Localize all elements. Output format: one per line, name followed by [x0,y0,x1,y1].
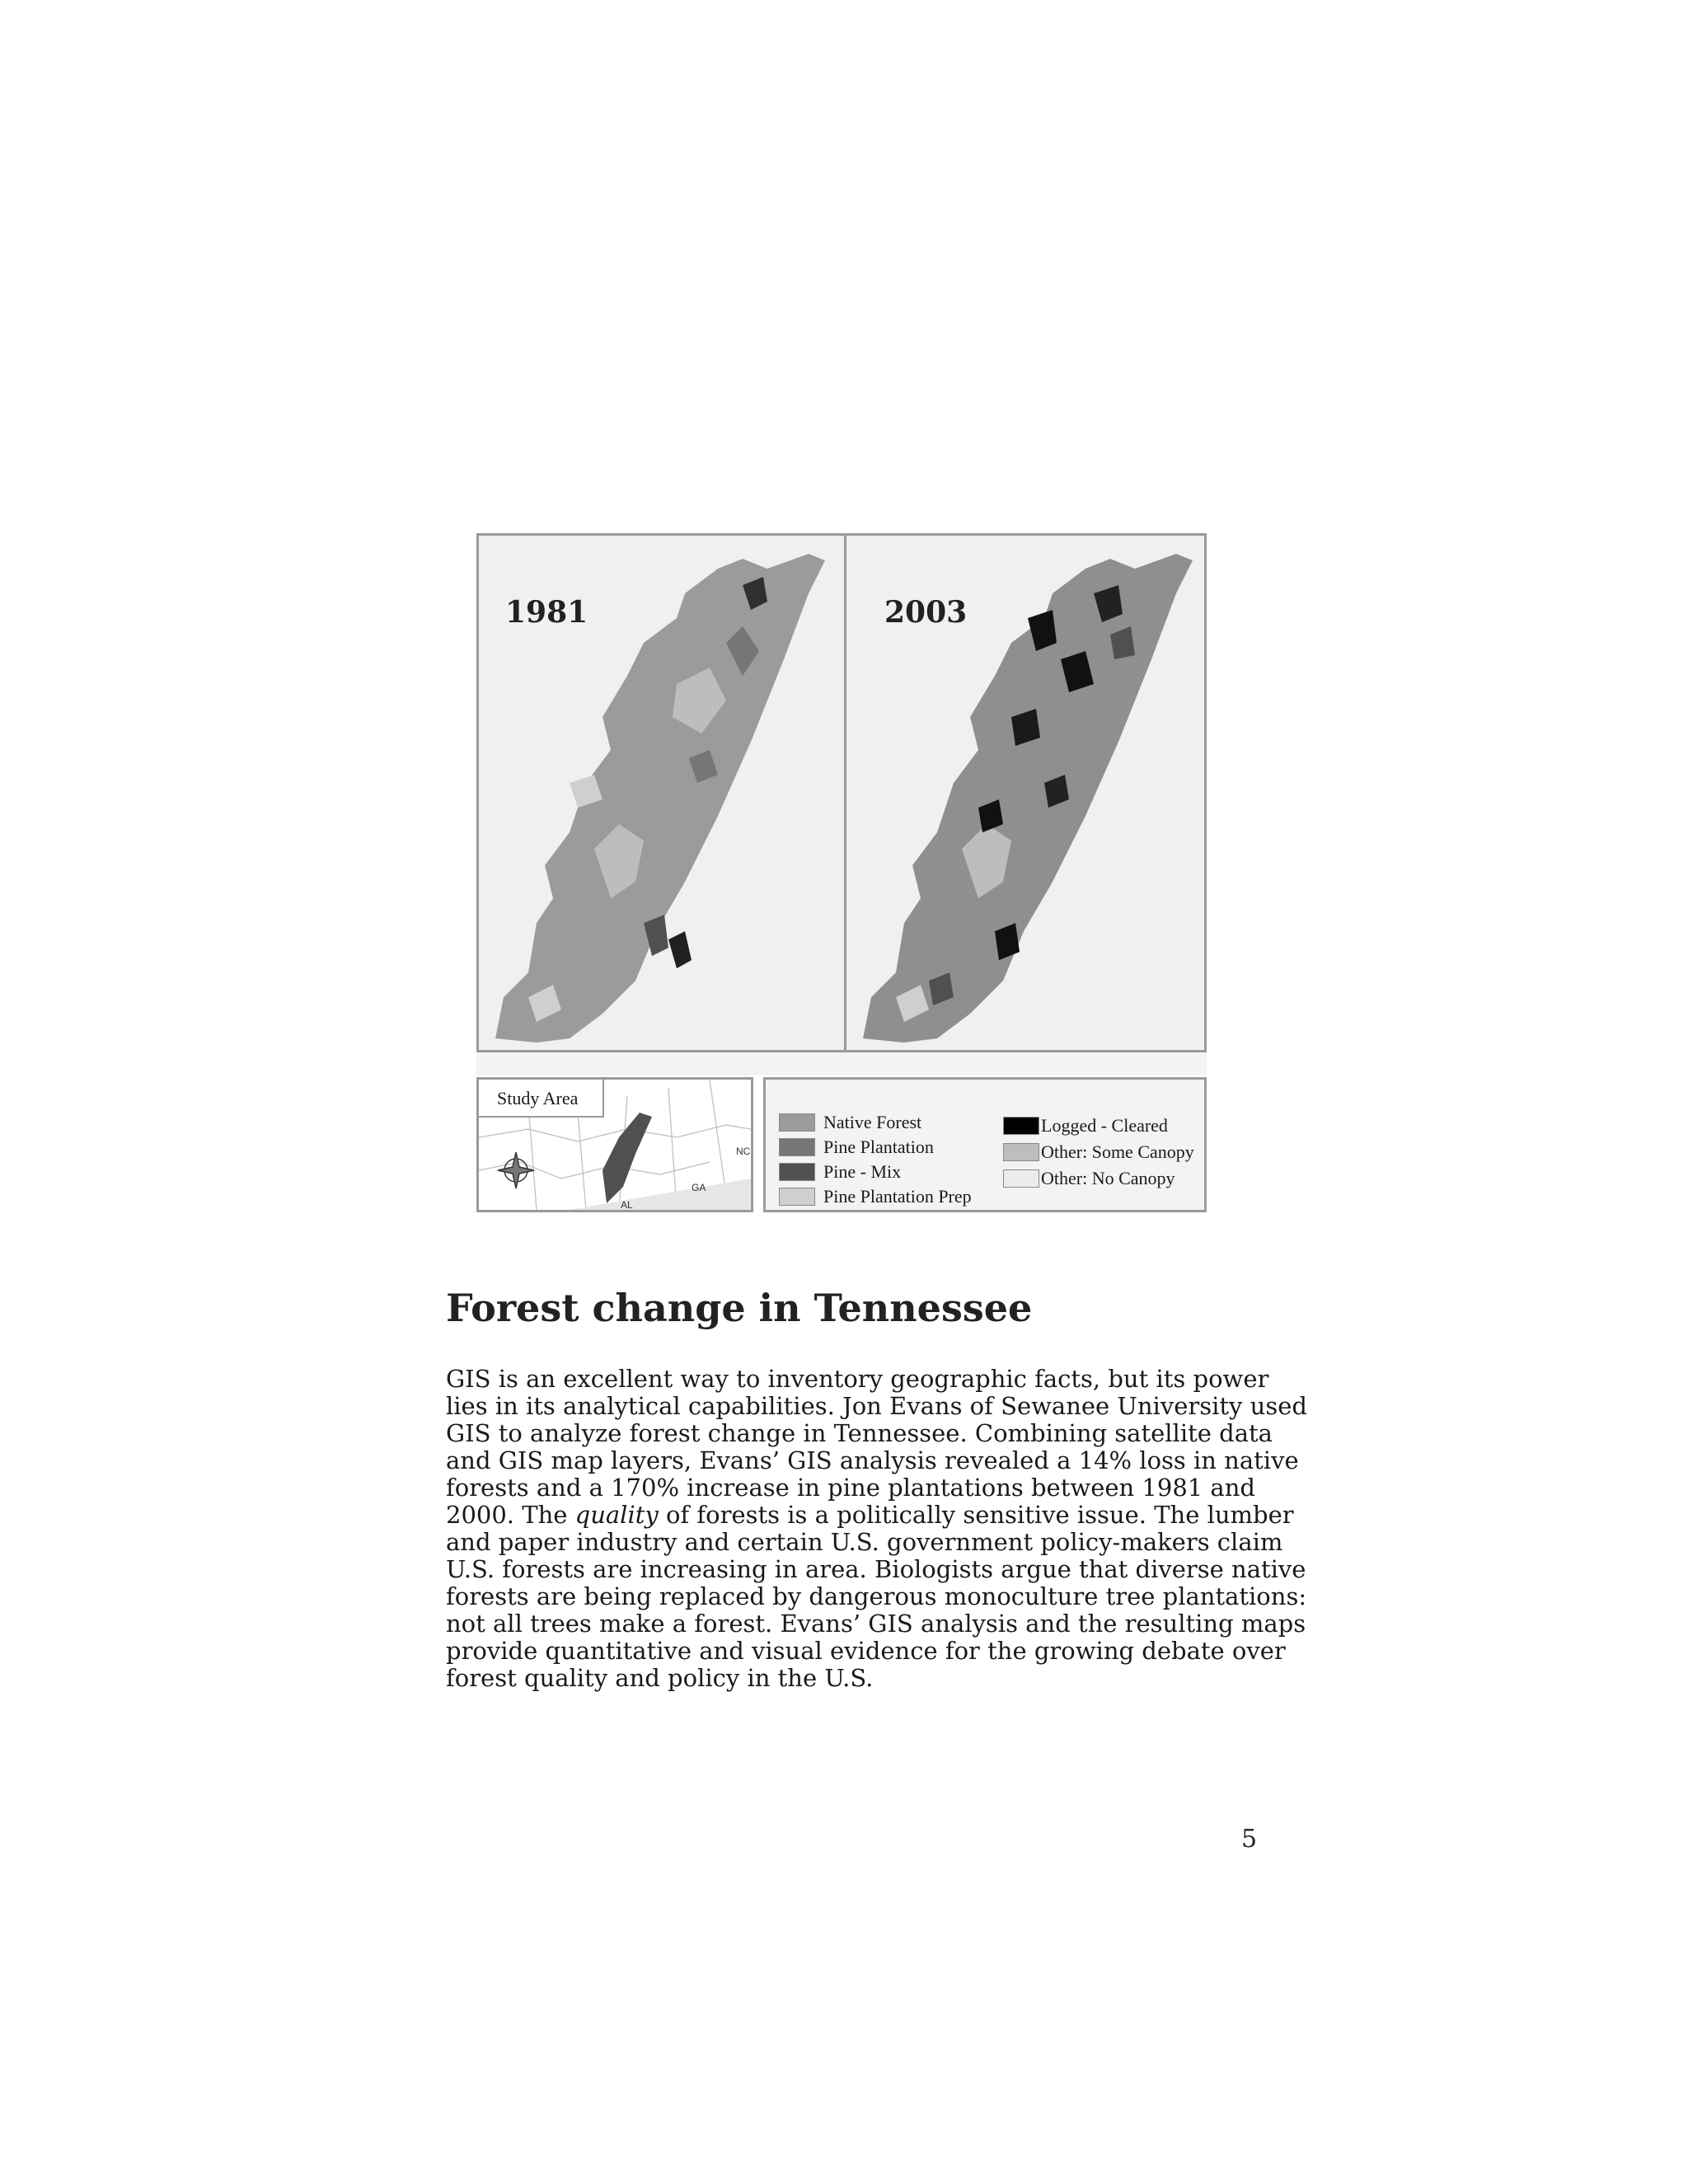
legend-item [779,1187,972,1207]
map-1981-panel [479,536,842,1050]
legend-label: Other: Some Canopy [1041,1141,1194,1162]
study-area-inset [476,1077,753,1212]
legend-swatch [779,1188,815,1206]
map-comparison-frame [476,533,1207,1052]
body-text-run: of forests is a politically sensitive issue. The lumber [658,1501,1294,1529]
body-line: provide quantitative and visual evidence for the growing debate over [446,1637,1286,1665]
legend-swatch [779,1138,815,1156]
legend-label: Pine Plantation Prep [823,1186,972,1207]
body-line: U.S. forests are increasing in area. Biologists argue that diverse native [446,1555,1306,1583]
map-2003-panel [844,536,1209,1050]
map-year-label: 2003 [884,595,968,630]
legend-label: Pine Plantation [823,1137,934,1157]
legend-item [1003,1169,1175,1188]
legend-label: Pine - Mix [823,1161,902,1182]
legend-item [779,1162,901,1182]
legend-item [1003,1116,1168,1136]
legend-label: Logged - Cleared [1041,1115,1168,1136]
legend-item [1003,1142,1194,1162]
legend-swatch [1003,1169,1039,1188]
body-line: and paper industry and certain U.S. government policy-makers claim [446,1528,1283,1556]
body-line: forests are being replaced by dangerous monoculture tree plantations: [446,1582,1307,1610]
map-year-label: 1981 [505,595,588,630]
forest-change-figure [476,533,1208,1217]
legend-swatch [779,1113,815,1132]
state-label-al: AL [621,1199,633,1211]
legend-item [779,1137,934,1157]
article-heading: Forest change in Tennessee [446,1286,1033,1330]
body-line: GIS to analyze forest change in Tennessee. Combining satellite data [446,1419,1273,1447]
legend-swatch [1003,1143,1039,1161]
body-line: and GIS map layers, Evans’ GIS analysis revealed a 14% loss in native [446,1446,1299,1474]
legend-swatch [779,1163,815,1181]
legend-item [779,1113,921,1132]
emphasized-word: quality [574,1501,659,1529]
body-line [446,1501,1294,1529]
study-area-title: Study Area [479,1080,604,1118]
state-label-ga: GA [692,1182,706,1193]
page-number: 5 [1241,1825,1258,1854]
body-line: GIS is an excellent way to inventory geographic facts, but its power [446,1365,1269,1393]
map-legend [763,1077,1207,1212]
body-line: forests and a 170% increase in pine plantations between 1981 and [446,1474,1255,1502]
legend-swatch [1003,1117,1039,1135]
figure-divider-band [476,1052,1207,1076]
article-body [446,1365,1307,1692]
body-line: forest quality and policy in the U.S. [446,1664,874,1692]
legend-label: Other: No Canopy [1041,1168,1175,1188]
body-text-run: 2000. The [446,1501,575,1529]
legend-label: Native Forest [823,1112,922,1132]
state-label-nc: NC [736,1146,751,1157]
body-line: lies in its analytical capabilities. Jon Evans of Sewanee University used [446,1392,1307,1420]
body-line: not all trees make a forest. Evans’ GIS analysis and the resulting maps [446,1610,1306,1638]
